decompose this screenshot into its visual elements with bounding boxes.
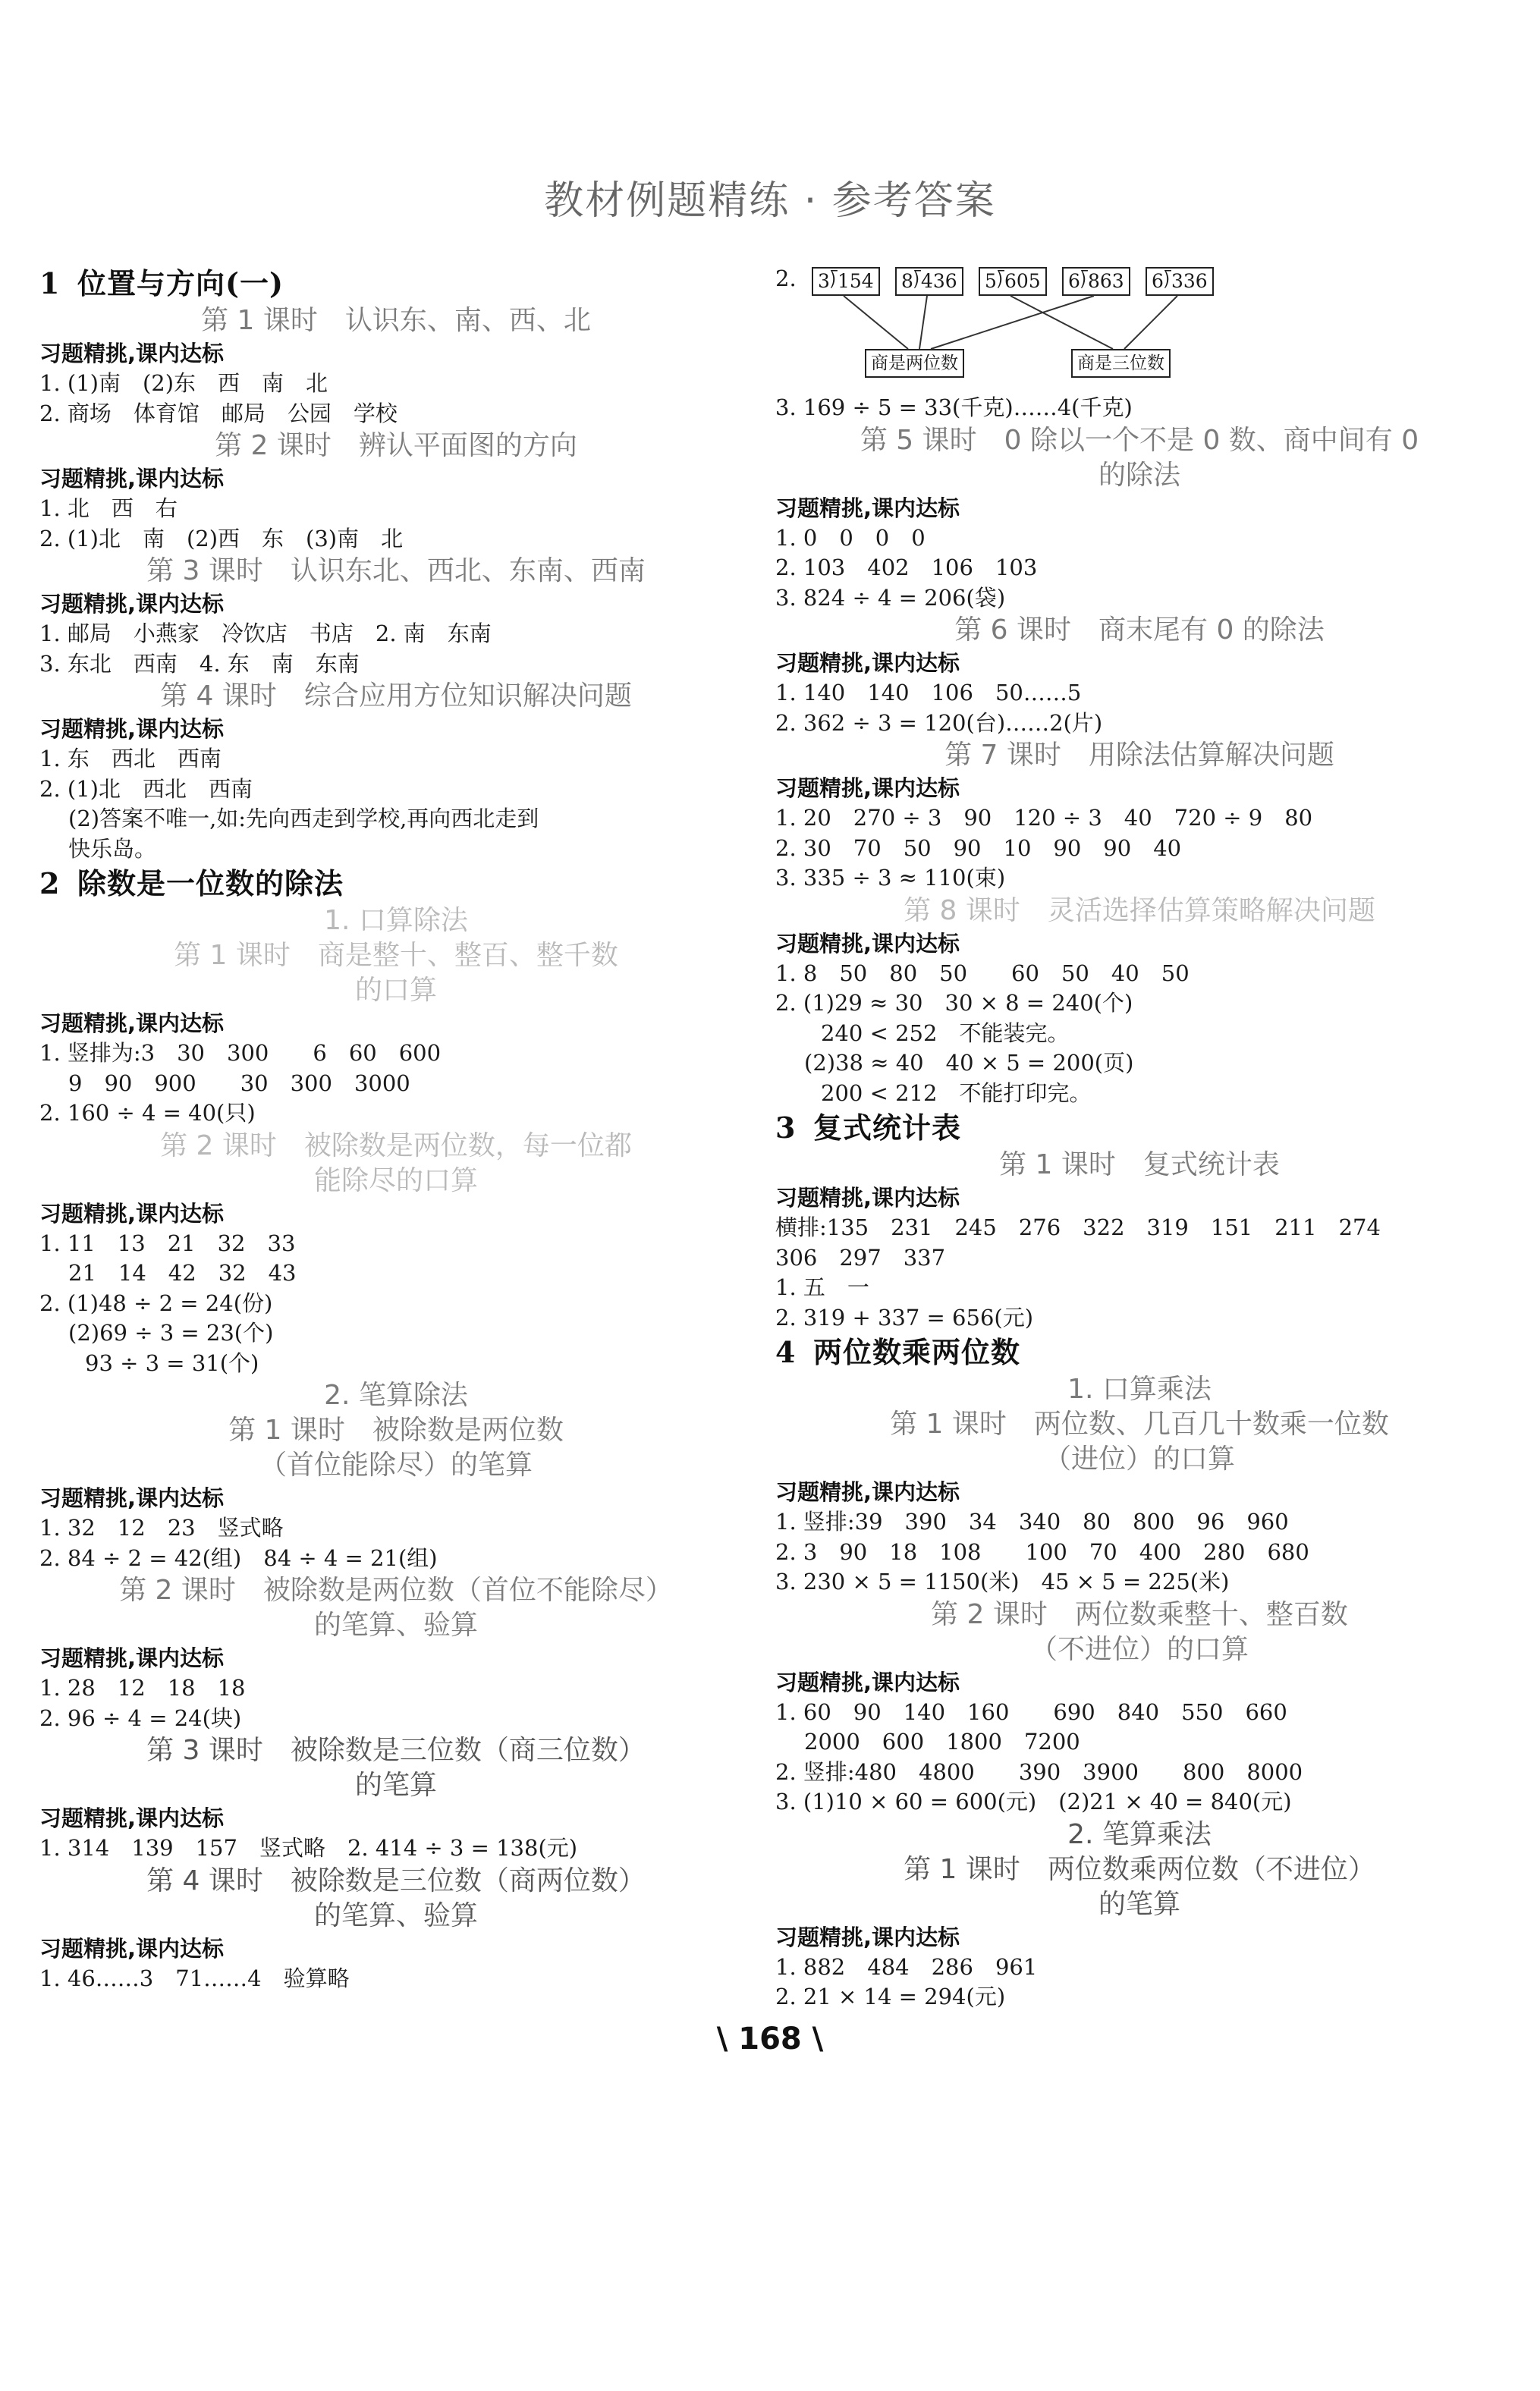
answer-line: 1. 8 50 80 50 60 50 40 50 (775, 960, 1190, 986)
section-title: 2. 笔算乘法 (1067, 1818, 1212, 1850)
chapter-number: 3 (775, 1111, 797, 1145)
chapter-heading (39, 265, 753, 302)
answer-line: 2. 商场 体育馆 邮局 公园 学校 (39, 400, 398, 426)
answer-line: 2. 21 × 14 = 294(元) (775, 1984, 1006, 2009)
lesson-title: 的口算 (354, 975, 437, 1006)
answer-line: 21 14 42 32 43 (68, 1260, 297, 1286)
answer-line: 快乐岛。 (68, 835, 157, 862)
lesson-title: 第 5 课时 0 除以一个不是 0 数、商中间有 0 (860, 424, 1419, 456)
answer-line: 1. 邮局 小燕家 冷饮店 书店 2. 南 东南 (39, 621, 492, 646)
practice-heading: 习题精挑,课内达标 (39, 1935, 225, 1962)
answer-line: 1. (1)南 (2)东 西 南 北 (39, 370, 328, 396)
chapter-title: 位置与方向(一) (77, 266, 284, 300)
answer-line: 1. 五 一 (775, 1274, 869, 1300)
page-number: \ 168 \ (716, 2022, 824, 2056)
practice-heading: 习题精挑,课内达标 (775, 650, 960, 676)
lesson-title: 第 2 课时 辨认平面图的方向 (215, 430, 577, 461)
practice-heading: 习题精挑,课内达标 (775, 495, 960, 521)
practice-heading: 习题精挑,课内达标 (775, 1479, 960, 1505)
practice-heading: 习题精挑,课内达标 (39, 1010, 225, 1036)
practice-heading: 习题精挑,课内达标 (39, 466, 225, 492)
practice-heading: 习题精挑,课内达标 (39, 1485, 225, 1511)
answer-line: 2. (1)29 ≈ 30 30 × 8 = 240(个) (775, 990, 1133, 1016)
lesson-title: 的笔算 (1098, 1888, 1180, 1920)
answer-line: 1. 东 西北 西南 (39, 746, 222, 771)
lesson-title: 第 4 课时 综合应用方位知识解决问题 (160, 680, 632, 712)
answer-line: 1. 60 90 140 160 690 840 550 660 (775, 1698, 1287, 1725)
answer-line: 2. 96 ÷ 4 = 24(块) (39, 1704, 242, 1731)
lesson-title: 第 3 课时 认识东北、西北、东南、西南 (146, 555, 646, 586)
lesson-title: 第 1 课时 被除数是两位数 (228, 1415, 564, 1446)
division-box: 5⟌605 (979, 267, 1047, 296)
answer-line: 3. 335 ÷ 3 ≈ 110(束) (775, 865, 1006, 891)
division-box: 6⟌863 (1062, 267, 1130, 296)
practice-heading: 习题精挑,课内达标 (39, 716, 225, 742)
answer-line: 1. 北 西 右 (39, 495, 178, 521)
lesson-title: 第 2 课时 被除数是两位数（首位不能除尽） (119, 1575, 673, 1606)
answer-line: 2. (1)北 西北 西南 (39, 775, 253, 802)
answer-line: 3. 230 × 5 = 1150(米) 45 × 5 = 225(米) (775, 1569, 1230, 1595)
chapter-title: 两位数乘两位数 (813, 1335, 1021, 1369)
answer-line: 2. 84 ÷ 2 = 42(组) 84 ÷ 4 = 21(组) (39, 1544, 438, 1571)
chapter-heading (39, 866, 753, 902)
lesson-title: 第 2 课时 两位数乘整十、整百数 (931, 1598, 1348, 1630)
practice-heading: 习题精挑,课内达标 (775, 1185, 960, 1211)
answer-line: 1. 0 0 0 0 (775, 524, 926, 551)
answer-line: 2. (1)48 ÷ 2 = 24(份) (39, 1290, 273, 1316)
answer-line: 1. 314 139 157 竖式略 2. 414 ÷ 3 = 138(元) (39, 1835, 578, 1861)
section-title: 1. 口算除法 (324, 905, 468, 936)
answer-line: 3. 824 ÷ 4 = 206(袋) (775, 584, 1006, 611)
lesson-title: 第 1 课时 认识东、南、西、北 (201, 305, 591, 336)
answer-line: 1. 32 12 23 竖式略 (39, 1515, 284, 1541)
chapter-heading (775, 1334, 1504, 1371)
answer-line: 3. (1)10 × 60 = 600(元) (2)21 × 40 = 840(元) (775, 1789, 1292, 1814)
division-box: 8⟌436 (895, 267, 963, 296)
answer-line: (2)答案不唯一,如:先向西走到学校,再向西北走到 (68, 806, 539, 831)
practice-heading: 习题精挑,课内达标 (39, 591, 225, 617)
lesson-title: 第 7 课时 用除法估算解决问题 (944, 740, 1334, 771)
answer-line: (2)69 ÷ 3 = 23(个) (68, 1320, 274, 1346)
answer-line: 1. 140 140 106 50……5 (775, 680, 1082, 705)
lesson-title: （不进位）的口算 (1029, 1633, 1249, 1665)
answer-line: 2. 160 ÷ 4 = 40(只) (39, 1100, 256, 1126)
chapter-number: 2 (39, 866, 61, 900)
section-title: 2. 笔算除法 (324, 1380, 468, 1411)
answer-line: (2)38 ≈ 40 40 × 5 = 200(页) (804, 1050, 1134, 1076)
answer-line: 200 < 212 不能打印完。 (821, 1079, 1092, 1106)
lesson-title: 的笔算、验算 (313, 1610, 478, 1641)
lesson-title: 第 8 课时 灵活选择估算策略解决问题 (904, 894, 1375, 926)
lesson-title: 第 1 课时 复式统计表 (999, 1149, 1280, 1180)
lesson-title: 第 4 课时 被除数是三位数（商两位数） (146, 1865, 646, 1896)
answer-line: 2. 362 ÷ 3 = 120(台)……2(片) (775, 709, 1103, 736)
lesson-title: 的笔算 (354, 1770, 437, 1801)
answer-line: 2000 600 1800 7200 (804, 1729, 1080, 1755)
answer-line: 1. 20 270 ÷ 3 90 120 ÷ 3 40 720 ÷ 9 80 (775, 805, 1313, 831)
connector-lines (775, 264, 1246, 393)
answer-line: 1. 竖排为:3 30 300 6 60 600 (39, 1040, 442, 1066)
lesson-title: 第 3 课时 被除数是三位数（商三位数） (146, 1735, 646, 1766)
lesson-title: （首位能除尽）的笔算 (259, 1450, 533, 1481)
page-title: 教材例题精练 · 参考答案 (544, 178, 996, 224)
division-box: 6⟌336 (1146, 267, 1214, 296)
lesson-title: 第 1 课时 两位数、几百几十数乘一位数 (890, 1409, 1389, 1440)
chapter-title: 复式统计表 (813, 1111, 962, 1145)
chapter-heading (775, 1110, 1504, 1146)
answer-line: 1. 28 12 18 18 (39, 1675, 246, 1701)
practice-heading: 习题精挑,课内达标 (39, 341, 225, 366)
practice-heading: 习题精挑,课内达标 (775, 1669, 960, 1695)
lesson-title: 第 1 课时 两位数乘两位数（不进位） (904, 1853, 1375, 1885)
chapter-title: 除数是一位数的除法 (77, 866, 344, 900)
left-column (39, 264, 753, 1994)
answer-line: 1. 竖排:39 390 34 340 80 800 96 960 (775, 1509, 1289, 1535)
practice-heading: 习题精挑,课内达标 (39, 1200, 225, 1227)
lesson-title: 第 6 课时 商末尾有 0 的除法 (954, 614, 1325, 646)
practice-heading: 习题精挑,课内达标 (39, 1645, 225, 1671)
section-title: 1. 口算乘法 (1067, 1374, 1212, 1405)
chapter-number: 4 (775, 1335, 797, 1369)
answer-line: 240 < 252 不能装完。 (821, 1020, 1070, 1046)
answer-line: 1. 46……3 71……4 验算略 (39, 1965, 350, 1991)
lesson-title: 第 1 课时 商是整十、整百、整千数 (174, 940, 618, 971)
answer-line: 横排:135 231 245 276 322 319 151 211 274 (775, 1214, 1381, 1240)
lesson-title: 的笔算、验算 (313, 1899, 478, 1931)
answer-line: 2. 319 + 337 = 656(元) (775, 1304, 1034, 1331)
answer-line: 9 90 900 30 300 3000 (68, 1070, 410, 1096)
answer-line: 93 ÷ 3 = 31(个) (85, 1349, 259, 1376)
answer-line: 2. 3 90 18 108 100 70 400 280 680 (775, 1538, 1309, 1565)
answer-line: 2. 103 402 106 103 (775, 555, 1038, 580)
lesson-title: 第 2 课时 被除数是两位数，每一位都 (160, 1130, 632, 1161)
answer-line: 2. 竖排:480 4800 390 3900 800 8000 (775, 1758, 1303, 1785)
lesson-title: 的除法 (1098, 459, 1180, 491)
practice-heading: 习题精挑,课内达标 (775, 930, 960, 957)
answer-line: 3. 169 ÷ 5 = 33(千克)……4(千克) (775, 394, 1133, 420)
lesson-title: （进位）的口算 (1043, 1444, 1235, 1475)
answer-line: 2. 30 70 50 90 10 90 90 40 (775, 834, 1182, 861)
practice-heading: 习题精挑,课内达标 (39, 1805, 225, 1831)
quotient-tag: 商是两位数 (865, 349, 964, 378)
answer-line: 1. 11 13 21 32 33 (39, 1230, 296, 1256)
chapter-number: 1 (39, 266, 61, 300)
practice-heading: 习题精挑,课内达标 (775, 1924, 960, 1950)
practice-heading: 习题精挑,课内达标 (775, 775, 960, 801)
answer-line: 2. (1)北 南 (2)西 东 (3)南 北 (39, 525, 404, 551)
answer-line: 3. 东北 西南 4. 东 南 东南 (39, 650, 360, 677)
question-number: 2. (775, 265, 797, 291)
division-box: 3⟌154 (812, 267, 880, 296)
lesson-title: 能除尽的口算 (313, 1164, 478, 1196)
quotient-tag: 商是三位数 (1071, 349, 1171, 378)
division-grouping-diagram (775, 264, 1504, 393)
answer-line: 1. 882 484 286 961 (775, 1953, 1038, 1980)
right-column (775, 264, 1504, 2012)
answer-line: 306 297 337 (775, 1244, 946, 1271)
